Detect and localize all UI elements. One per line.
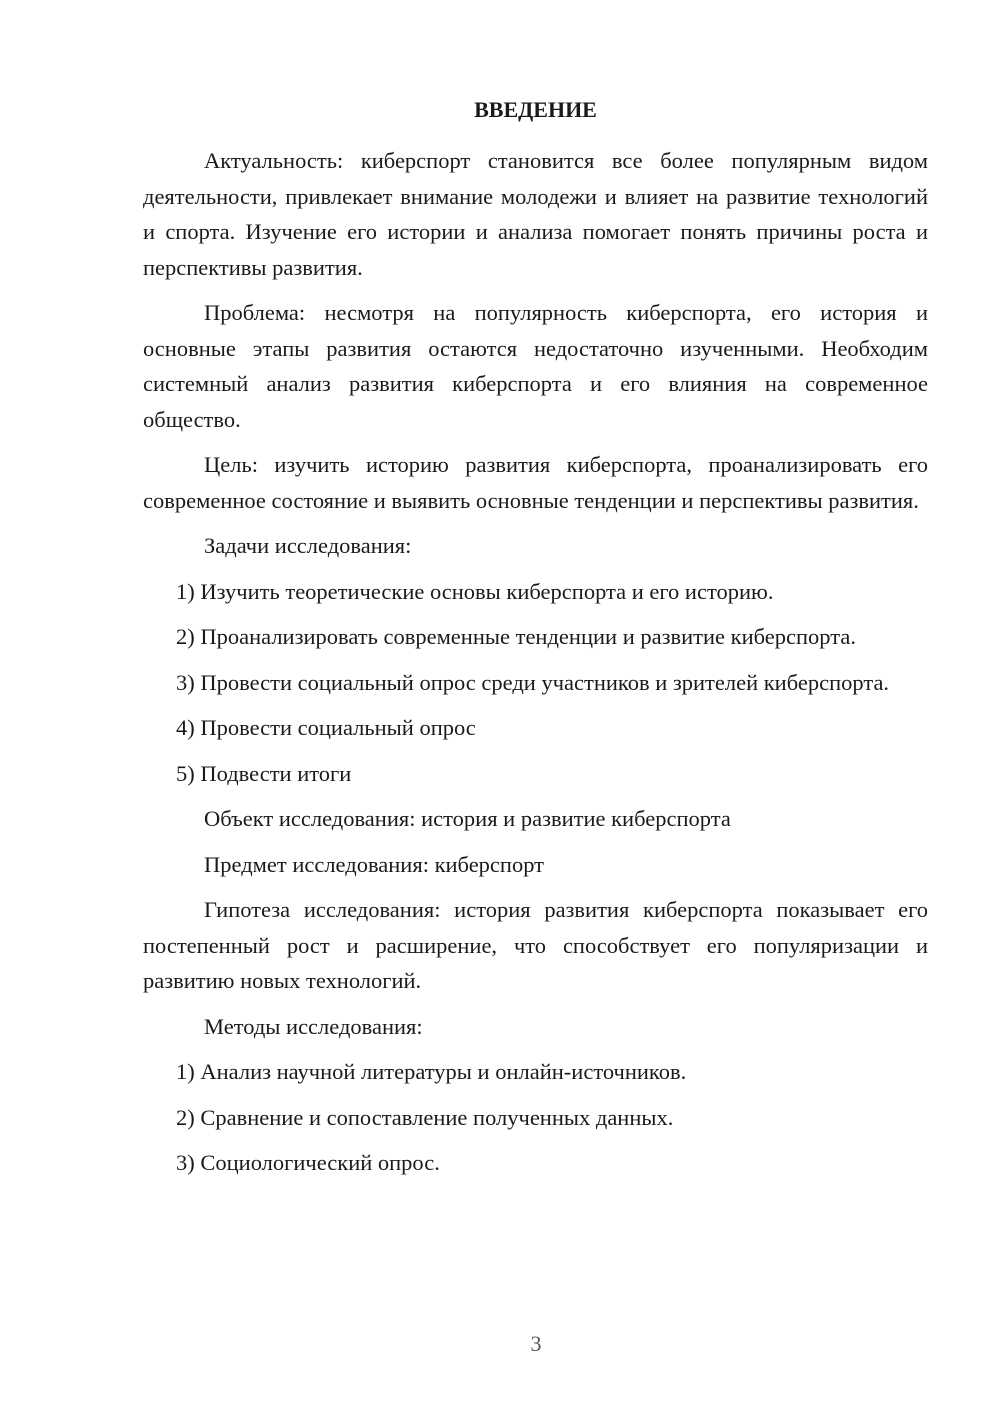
method-item-2: 2) Сравнение и сопоставление полученных данных. [176, 1104, 674, 1130]
problem-paragraph: Проблема: несмотря на популярность киберспорта, его история и основные этапы развития остаются недостаточно изученными. Необходим системный анализ развития киберспорта и его влияния на современное общество. [143, 300, 928, 432]
task-item-4: 4) Провести социальный опрос [176, 715, 476, 740]
methods-heading: Методы исследования: [204, 1013, 423, 1039]
goal-paragraph: Цель: изучить историю развития киберспорта, проанализировать его современное состояние и выявить основные тенденции и перспективы развития. [143, 452, 928, 513]
document-page [143, 92, 928, 1191]
page-number: 3 [530, 1331, 542, 1356]
task-item-5: 5) Подвести итоги [176, 760, 352, 786]
task-item-1: 1) Изучить теоретические основы киберспорта и его историю. [176, 578, 774, 604]
hypothesis-paragraph: Гипотеза исследования: история развития киберспорта показывает его постепенный рост и расширение, что способствует его популяризации и развитию новых технологий. [143, 897, 928, 993]
research-subject: Предмет исследования: киберспорт [204, 851, 544, 877]
method-item-3: 3) Социологический опрос. [176, 1150, 440, 1175]
research-object: Объект исследования: история и развитие киберспорта [204, 806, 731, 831]
task-item-3: 3) Провести социальный опрос среди участников и зрителей киберспорта. [176, 669, 890, 695]
task-item-2: 2) Проанализировать современные тенденции и развитие киберспорта. [176, 624, 856, 649]
section-title: ВВЕДЕНИЕ [474, 97, 597, 122]
relevance-paragraph: Актуальность: киберспорт становится все более популярным видом деятельности, привлекает внимание молодежи и влияет на развитие технологий и спорта. Изучение его истории и анализа помогает понять причины роста и перспективы развития. [143, 148, 928, 280]
method-item-1: 1) Анализ научной литературы и онлайн-источников. [176, 1059, 687, 1084]
tasks-heading: Задачи исследования: [204, 533, 412, 558]
